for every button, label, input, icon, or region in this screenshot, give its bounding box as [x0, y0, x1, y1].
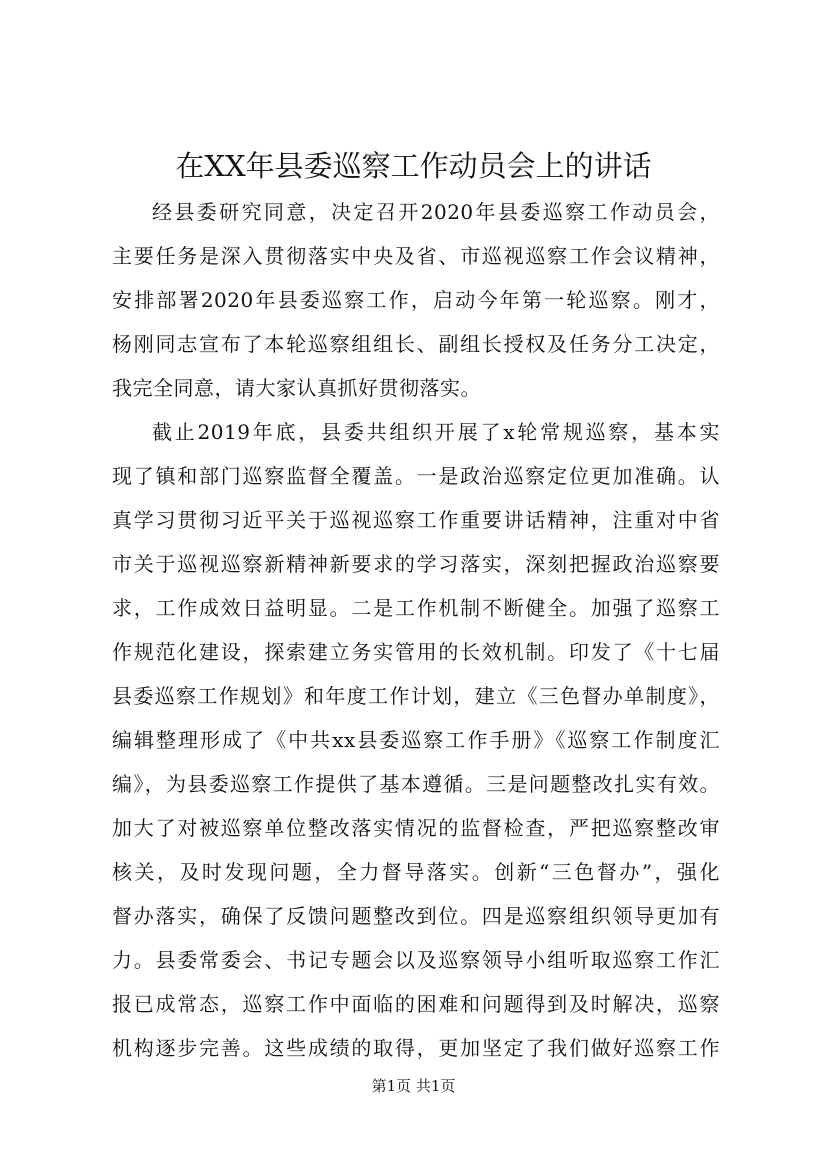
paragraph-1	[112, 190, 720, 410]
paragraph-line: 现了镇和部门巡察监督全覆盖。一是政治巡察定位更加准确。认	[112, 464, 720, 488]
paragraph-line: 机构逐步完善。这些成绩的取得，更加坚定了我们做好巡察工作	[112, 1036, 720, 1060]
paragraph-line: 经县委研究同意，决定召开2020年县委巡察工作动员会，	[152, 200, 720, 224]
paragraph-line: 编》，为县委巡察工作提供了基本遵循。三是问题整改扎实有效。	[112, 772, 720, 796]
paragraph-line: 市关于巡视巡察新精神新要求的学习落实，深刻把握政治巡察要	[112, 552, 720, 576]
paragraph-2	[112, 410, 720, 1070]
paragraph-line: 编辑整理形成了《中共xx县委巡察工作手册》《巡察工作制度汇	[112, 728, 720, 752]
page-number-footer: 第1页 共1页	[371, 1077, 456, 1095]
paragraph-line: 安排部署2020年县委巡察工作，启动今年第一轮巡察。刚才，	[112, 288, 720, 312]
paragraph-line: 县委巡察工作规划》和年度工作计划，建立《三色督办单制度》，	[112, 684, 720, 708]
paragraph-line: 截止2019年底，县委共组织开展了x轮常规巡察，基本实	[152, 420, 720, 444]
paragraph-line: 加大了对被巡察单位整改落实情况的监督检查，严把巡察整改审	[112, 816, 720, 840]
document-title: 在XX年县委巡察工作动员会上的讲话	[175, 149, 652, 183]
paragraph-line: 我完全同意，请大家认真抓好贯彻落实。	[112, 376, 481, 400]
paragraph-line: 核关，及时发现问题，全力督导落实。创新“三色督办”，强化	[112, 860, 720, 884]
paragraph-line: 报已成常态，巡察工作中面临的困难和问题得到及时解决，巡察	[112, 992, 720, 1016]
paragraph-line: 真学习贯彻习近平关于巡视巡察工作重要讲话精神，注重对中省	[112, 508, 720, 532]
paragraph-line: 作规范化建设，探索建立务实管用的长效机制。印发了《十七届	[112, 640, 720, 664]
paragraph-line: 主要任务是深入贯彻落实中央及省、市巡视巡察工作会议精神，	[112, 244, 720, 268]
paragraph-line: 力。县委常委会、书记专题会以及巡察领导小组听取巡察工作汇	[112, 948, 720, 972]
document-body	[112, 190, 720, 1070]
paragraph-line: 督办落实，确保了反馈问题整改到位。四是巡察组织领导更加有	[112, 904, 720, 928]
paragraph-line: 求，工作成效日益明显。二是工作机制不断健全。加强了巡察工	[112, 596, 720, 620]
paragraph-line: 杨刚同志宣布了本轮巡察组组长、副组长授权及任务分工决定，	[112, 332, 720, 356]
